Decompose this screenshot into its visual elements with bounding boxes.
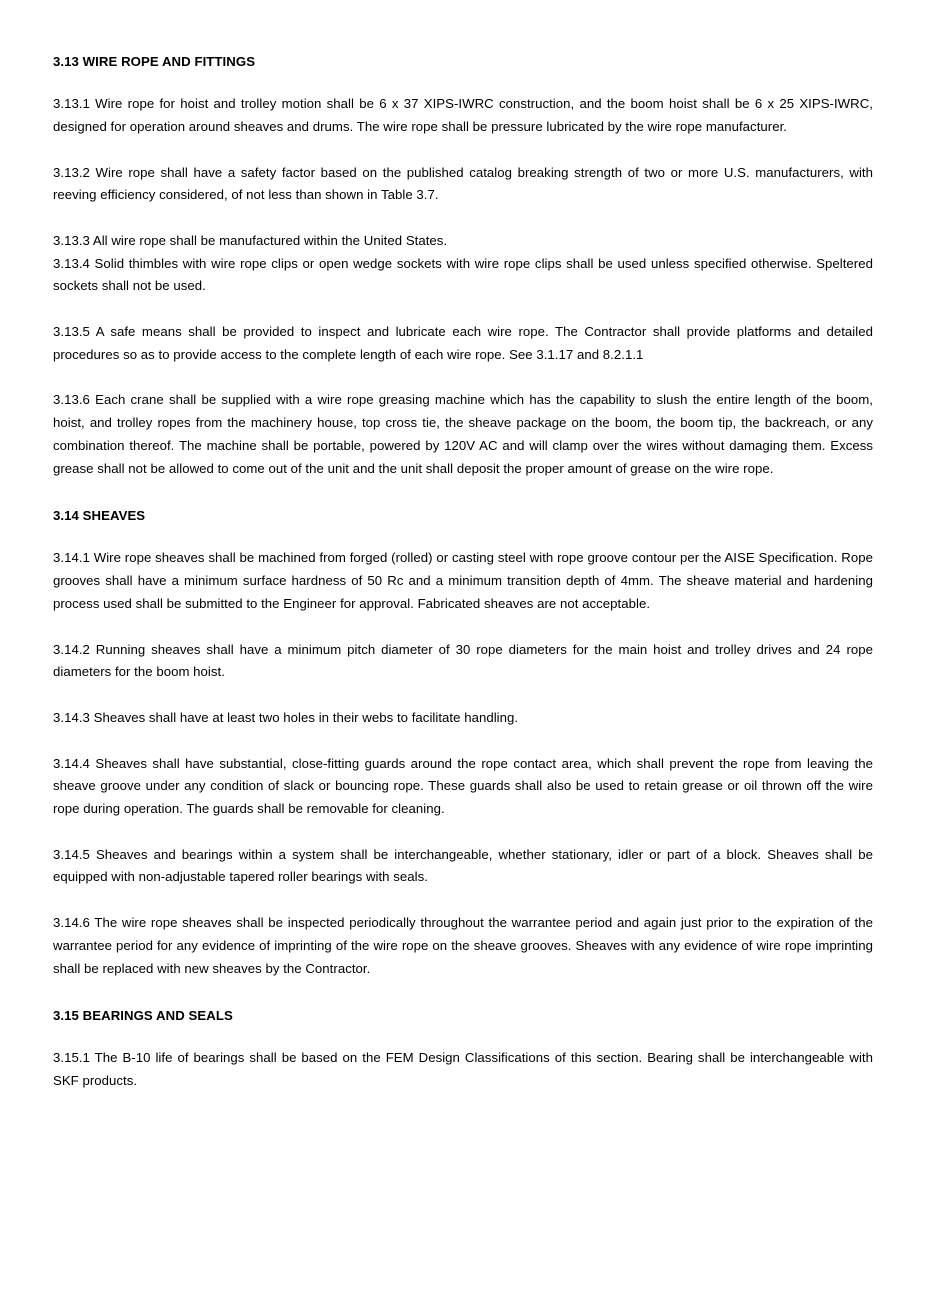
section-heading-3-14: 3.14 SHEAVES [53,508,146,524]
paragraph-3-13-6: 3.13.6 Each crane shall be supplied with a wire rope greasing machine which has the capability to slush the entire length of the boom, hoist, and trolley ropes from the machinery house, top cross tie, the sheave package on the boom, the boom tip, the backreach, or any combination thereof. The machine shall be portable, powered by 120V AC and will clamp over the wires without damaging them. Excess grease shall not be allowed to come out of the unit and the unit shall deposit the proper amount of grease on the wire rope. [53,392,873,476]
paragraph-3-14-6: 3.14.6 The wire rope sheaves shall be inspected periodically throughout the warrantee period and again just prior to the expiration of the warrantee period for any evidence of imprinting of the wire rope on the sheave grooves. Sheaves with any evidence of wire rope imprinting shall be replaced with new sheaves by the Contractor. [53,915,873,976]
paragraph-3-13-5: 3.13.5 A safe means shall be provided to inspect and lubricate each wire rope. The Contractor shall provide platforms and detailed procedures so as to provide access to the complete length of each wire rope. See 3.1.17 and 8.2.1.1 [53,324,873,362]
spacer [53,366,873,389]
spacer [53,525,873,547]
document-body [53,52,873,1093]
spacer [53,684,873,707]
section-heading-3-15: 3.15 BEARINGS AND SEALS [53,1008,233,1024]
paragraph-3-14-2: 3.14.2 Running sheaves shall have a minimum pitch diameter of 30 rope diameters for the main hoist and trolley drives and 24 rope diameters for the boom hoist. [53,641,873,680]
spacer [53,616,873,639]
spacer [53,730,873,753]
spacer [53,1025,873,1047]
section-heading-3-13: 3.13 WIRE ROPE AND FITTINGS [53,54,256,69]
spacer [53,480,873,506]
paragraph-3-14-4: 3.14.4 Sheaves shall have substantial, close-fitting guards around the rope contact area, which shall prevent the rope from leaving the sheave groove under any condition of slack or bouncing rope. These guards shall also be used to retain grease or oil thrown off the wire rope during operation. The guards shall be removable for cleaning. [53,755,873,817]
paragraph-3-14-1: 3.14.1 Wire rope sheaves shall be machined from forged (rolled) or casting steel with rope groove contour per the AISE Specification. Rope grooves shall have a minimum surface hardness of 50 Rc and a minimum transition depth of 4mm. The sheave material and hardening process used shall be submitted to the Engineer for approval. Fabricated sheaves are not acceptable. [53,550,873,611]
paragraph-3-14-3: 3.14.3 Sheaves shall have at least two holes in their webs to facilitate handling. [53,709,519,725]
paragraph-3-15-1: 3.15.1 The B-10 life of bearings shall be based on the FEM Design Classifications of this section. Bearing shall be interchangeable with SKF products. [53,1050,873,1089]
spacer [53,71,873,93]
paragraph-3-13-4: 3.13.4 Solid thimbles with wire rope clips or open wedge sockets with wire rope clips shall be used unless specified otherwise. Speltered sockets shall not be used. [53,255,873,294]
spacer [53,980,873,1006]
spacer [53,298,873,321]
paragraph-3-13-2: 3.13.2 Wire rope shall have a safety factor based on the published catalog breaking strength of two or more U.S. manufacturers, with reeving efficiency considered, of not less than shown in Table 3.7. [53,164,873,203]
spacer [53,821,873,844]
paragraph-3-13-1: 3.13.1 Wire rope for hoist and trolley motion shall be 6 x 37 XIPS-IWRC construction, and the boom hoist shall be 6 x 25 XIPS-IWRC, designed for operation around sheaves and drums. The wire rope shall be pressure lubricated by the wire rope manufacturer. [53,96,873,134]
spacer [53,207,873,230]
spacer [53,889,873,912]
paragraph-3-14-5: 3.14.5 Sheaves and bearings within a system shall be interchangeable, whether stationary, idler or part of a block. Sheaves shall be equipped with non-adjustable tapered roller bearings with seals. [53,846,873,885]
paragraph-3-13-3: 3.13.3 All wire rope shall be manufactured within the United States. [53,232,448,248]
spacer [53,139,873,162]
